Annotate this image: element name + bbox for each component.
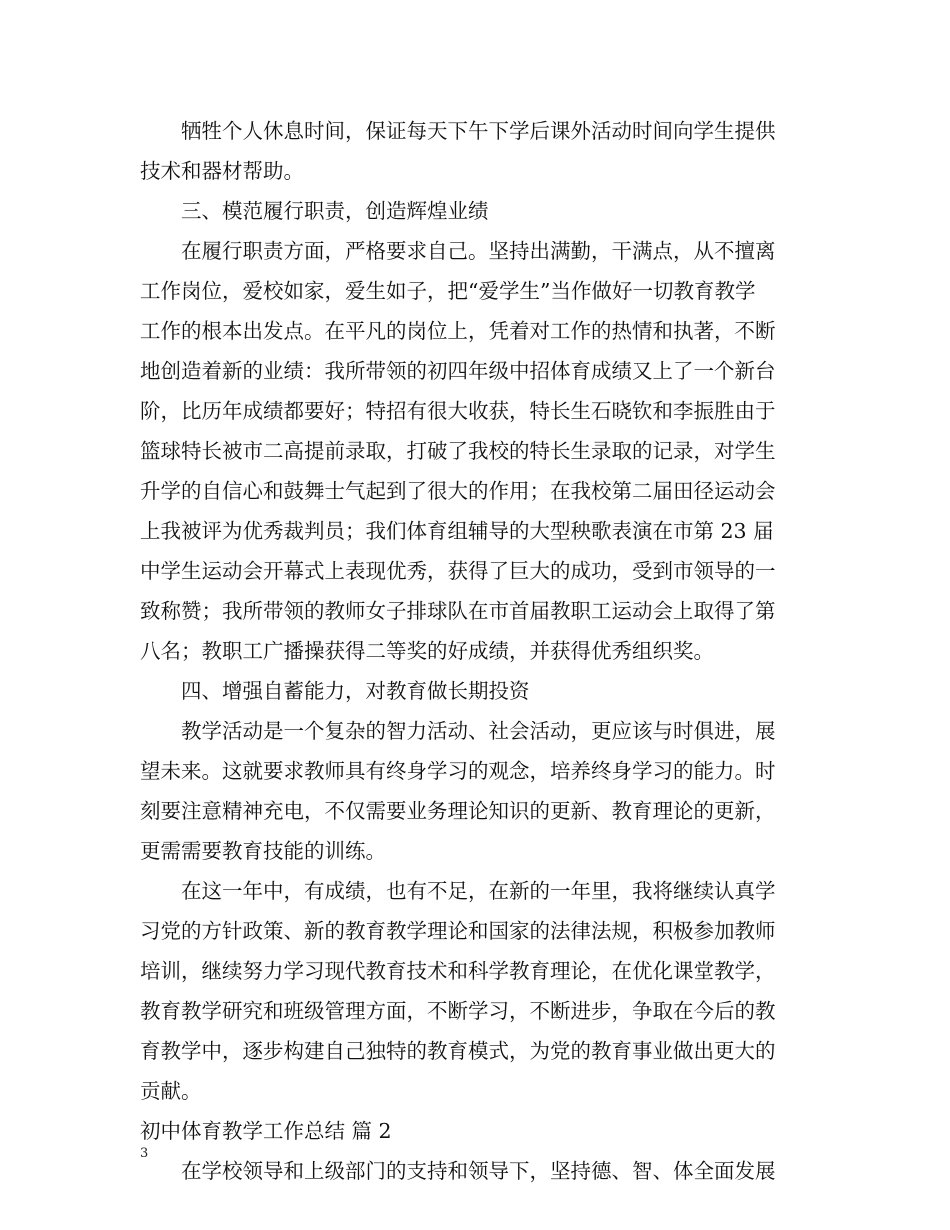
text-line: 培训，继续努力学习现代教育技术和科学教育理论，在优化课堂教学，: [140, 959, 776, 983]
text-line: 教育教学研究和班级管理方面，不断学习，不断进步，争取在今后的教: [140, 999, 776, 1023]
text-line: 育教学中，逐步构建自己独特的教育模式，为党的教育事业做出更大的: [140, 1039, 776, 1063]
text-line: 篮球特长被市二高提前录取，打破了我校的特长生录取的记录，对学生: [140, 439, 776, 463]
document-body: [140, 111, 815, 1191]
text-line: 更需需要教育技能的训练。: [140, 839, 386, 863]
article-title: 初中体育教学工作总结 篇 2: [140, 1119, 392, 1143]
text-line: 工作的根本出发点。在平凡的岗位上，凭着对工作的热情和执著，不断: [140, 319, 776, 343]
text-line: 八名；教职工广播操获得二等奖的好成绩，并获得优秀组织奖。: [140, 639, 714, 663]
page-number: 3: [140, 1146, 149, 1161]
text-line: 习党的方针政策、新的教育教学理论和国家的法律法规，积极参加教师: [140, 919, 776, 943]
text-line: 在履行职责方面，严格要求自己。坚持出满勤，干满点，从不擅离: [181, 239, 776, 263]
text-line: 地创造着新的业绩：我所带领的初四年级中招体育成绩又上了一个新台: [140, 359, 776, 383]
text-line: 阶，比历年成绩都要好；特招有很大收获，特长生石晓钦和李振胜由于: [140, 399, 776, 423]
text-line: 教学活动是一个复杂的智力活动、社会活动，更应该与时俱进，展: [181, 719, 776, 743]
text-line: 上我被评为优秀裁判员；我们体育组辅导的大型秧歌表演在市第 23 届: [140, 519, 774, 543]
text-line: 在学校领导和上级部门的支持和领导下，坚持德、智、体全面发展: [181, 1159, 776, 1183]
text-line: 技术和器材帮助。: [140, 159, 304, 183]
text-line: 致称赞；我所带领的教师女子排球队在市首届教职工运动会上取得了第: [140, 599, 776, 623]
text-line: 在这一年中，有成绩，也有不足，在新的一年里，我将继续认真学: [181, 879, 776, 903]
text-line: 贡献。: [140, 1079, 202, 1103]
text-line: 工作岗位，爱校如家，爱生如子，把“爱学生”当作做好一切教育教学: [140, 279, 756, 303]
section-heading: 四、增强自蓄能力，对教育做长期投资: [181, 679, 530, 703]
text-line: 刻要注意精神充电，不仅需要业务理论知识的更新、教育理论的更新，: [140, 799, 776, 823]
section-heading: 三、模范履行职责，创造辉煌业绩: [181, 199, 489, 223]
text-line: 望未来。这就要求教师具有终身学习的观念，培养终身学习的能力。时: [140, 759, 776, 783]
text-line: 中学生运动会开幕式上表现优秀，获得了巨大的成功，受到市领导的一: [140, 559, 776, 583]
text-line: 升学的自信心和鼓舞士气起到了很大的作用；在我校第二届田径运动会: [140, 479, 776, 503]
text-line: 牺牲个人休息时间，保证每天下午下学后课外活动时间向学生提供: [181, 119, 776, 143]
